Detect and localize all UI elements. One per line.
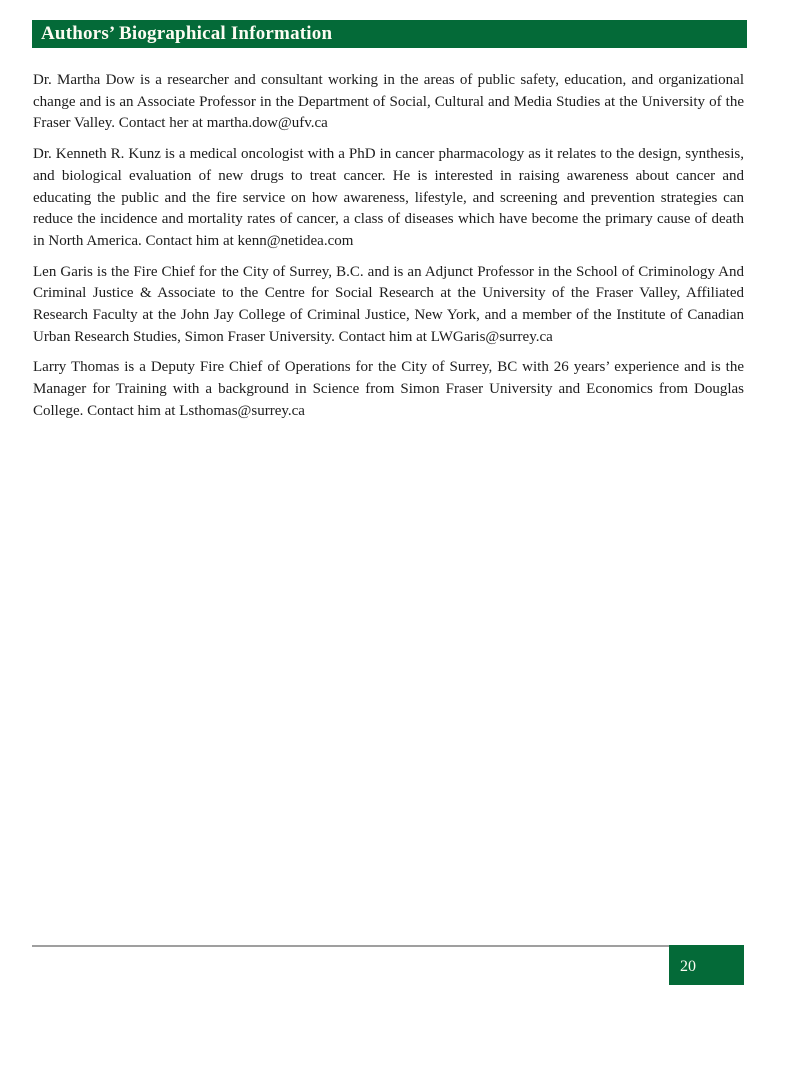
bio-paragraph-kenneth-kunz: Dr. Kenneth R. Kunz is a medical oncologist with a PhD in cancer pharmacology as it relates to the design, synthesis, and biological evaluation of new drugs to treat cancer. He is interested in raising awareness about cancer and educating the public and the fire service on how awareness, lifestyle, and screening and prevention strategies can reduce the incidence and mortality rates of cancer, a class of diseases which have become the primary cause of death in North America. Contact him at kenn@netidea.com (33, 146, 744, 249)
page-number-box (669, 945, 744, 985)
footer-divider (32, 945, 744, 947)
bio-paragraph-martha-dow: Dr. Martha Dow is a researcher and consultant working in the areas of public safety, education, and organizational change and is an Associate Professor in the Department of Social, Cultural and Media Studies at the University of the Fraser Valley. Contact her at martha.dow@ufv.ca (33, 72, 744, 132)
section-title: Authors’ Biographical Information (41, 23, 333, 44)
page-number: 20 (680, 958, 696, 975)
bio-paragraph-len-garis: Len Garis is the Fire Chief for the City of Surrey, B.C. and is an Adjunct Professor in the School of Criminology And Criminal Justice & Associate to the Centre for Social Research at the University of the Fraser Valley, Affiliated Research Faculty at the John Jay College of Criminal Justice, New York, and a member of the Institute of Canadian Urban Research Studies, Simon Fraser University. Contact him at LWGaris@surrey.ca (33, 263, 744, 345)
section-header-bar (32, 20, 747, 48)
bio-paragraph-larry-thomas: Larry Thomas is a Deputy Fire Chief of Operations for the City of Surrey, BC with 26 years’ experience and is the Manager for Training with a background in Science from Simon Fraser University and Economics from Douglas College. Contact him at Lsthomas@surrey.ca (33, 359, 744, 419)
bio-paragraphs (33, 70, 744, 432)
